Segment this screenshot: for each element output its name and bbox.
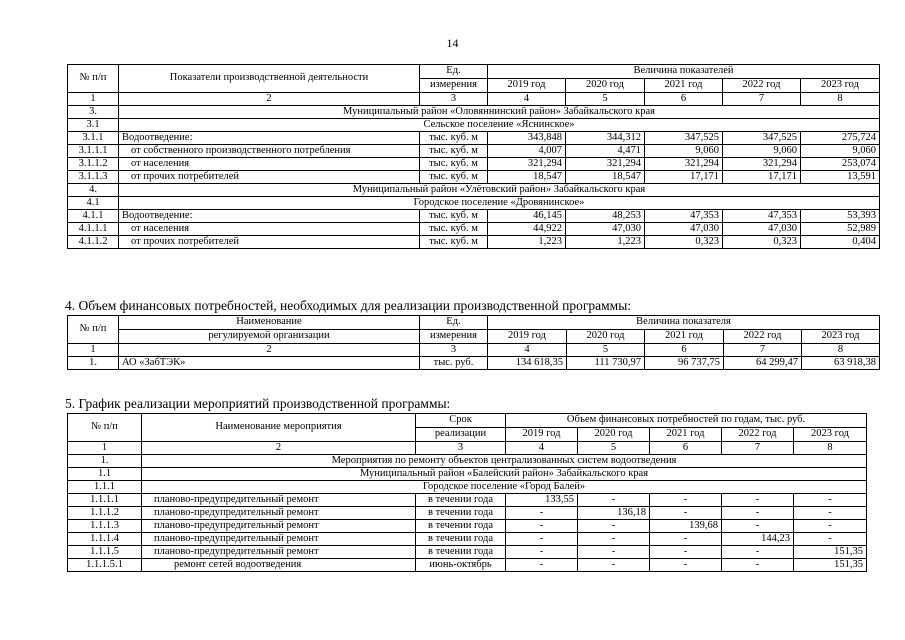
row-name: от населения [119,223,420,236]
row-number: 3. [68,106,119,119]
row-number: 3.1.1.1 [68,145,119,158]
index-cell: 2 [119,93,420,106]
section-heading: Городское поселение «Дровянинское» [119,197,880,210]
row-number: 3.1.1 [68,132,119,145]
header-unit-line1: Ед. [420,316,488,330]
table-row [68,520,867,533]
section-heading: Городское поселение «Город Балей» [142,481,867,494]
index-cell: 1 [68,344,119,357]
header-values-group: Величина показателей [488,65,880,79]
row-unit: тыс. куб. м [420,171,488,184]
header-org-line2: регулируемой организации [119,330,420,344]
table-row [68,210,880,223]
index-cell: 2 [142,442,416,455]
section-heading-row [68,468,867,481]
value-cell: 47,030 [566,223,645,236]
header-year: 2021 год [645,330,724,344]
value-cell: - [578,546,650,559]
row-number: 3.1.1.2 [68,158,119,171]
section-heading-row [68,197,880,210]
row-number: 1.1.1.1 [68,494,142,507]
row-number: 1. [68,357,119,370]
index-cell: 5 [567,344,645,357]
value-cell: - [506,559,578,572]
value-cell: 151,35 [794,546,867,559]
header-year: 2022 год [724,330,802,344]
row-number: 1.1.1.4 [68,533,142,546]
value-cell: - [722,520,794,533]
row-term: в течении года [416,507,506,520]
table-row [68,171,880,184]
financial-needs-table [67,315,880,370]
value-cell: 17,171 [723,171,801,184]
row-unit: тыс. куб. м [420,158,488,171]
section-heading: Мероприятия по ремонту объектов централизованных систем водоотведения [142,455,867,468]
value-cell: 1,223 [566,236,645,249]
section-heading: Муниципальный район «Оловяннинский район» Забайкальского края [119,106,880,119]
index-cell: 7 [722,442,794,455]
index-cell: 3 [420,93,488,106]
value-cell: 47,353 [645,210,723,223]
value-cell: - [650,507,722,520]
value-cell: - [578,533,650,546]
value-cell: - [578,559,650,572]
row-term: июнь-октябрь [416,559,506,572]
row-name: от прочих потребителей [119,236,420,249]
index-cell: 6 [650,442,722,455]
row-number: 1.1.1 [68,481,142,494]
index-cell: 7 [724,344,802,357]
row-term: в течении года [416,520,506,533]
header-org-line1: Наименование [119,316,420,330]
value-cell: 9,060 [723,145,801,158]
section-heading: Муниципальный район «Балейский район» Забайкальского края [142,468,867,481]
value-cell: 347,525 [645,132,723,145]
value-cell: 18,547 [566,171,645,184]
header-year: 2020 год [567,330,645,344]
value-cell: 9,060 [801,145,880,158]
header-term-line1: Срок [416,414,506,428]
header-year: 2020 год [578,428,650,442]
value-cell: 4,007 [488,145,566,158]
column-index-row [68,344,880,357]
value-cell: 44,922 [488,223,566,236]
value-cell: - [506,520,578,533]
table-row [68,559,867,572]
section-heading-row [68,455,867,468]
header-year: 2023 год [802,330,880,344]
row-unit: тыс. куб. м [420,223,488,236]
row-number: 4.1.1.2 [68,236,119,249]
value-cell: 134 618,35 [488,357,567,370]
value-cell: - [722,507,794,520]
header-year: 2019 год [488,330,567,344]
header-year: 2021 год [645,79,723,93]
section-heading: Муниципальный район «Улётовский район» Забайкальского края [119,184,880,197]
header-num: № п/п [68,414,142,442]
row-term: в течении года [416,533,506,546]
value-cell: 144,23 [722,533,794,546]
row-name: Водоотведение: [119,210,420,223]
header-num: № п/п [68,65,119,93]
row-number: 1.1.1.5 [68,546,142,559]
value-cell: - [506,533,578,546]
value-cell: 18,547 [488,171,566,184]
value-cell: 4,471 [566,145,645,158]
value-cell: 17,171 [645,171,723,184]
value-cell: 321,294 [645,158,723,171]
index-cell: 8 [794,442,867,455]
value-cell: 9,060 [645,145,723,158]
index-cell: 3 [416,442,506,455]
header-values-group: Объем финансовых потребностей по годам, тыс. руб. [506,414,867,428]
index-cell: 3 [420,344,488,357]
row-number: 1. [68,455,142,468]
value-cell: 0,323 [723,236,801,249]
value-cell: 347,525 [723,132,801,145]
value-cell: 96 737,75 [645,357,724,370]
value-cell: 48,253 [566,210,645,223]
column-index-row [68,93,880,106]
row-number: 3.1 [68,119,119,132]
value-cell: 136,18 [578,507,650,520]
column-index-row [68,442,867,455]
section-heading-row [68,184,880,197]
section-5-title: 5. График реализации мероприятий производственной программы: [65,396,451,411]
index-cell: 8 [801,93,880,106]
section-heading: Сельское поселение «Яснинское» [119,119,880,132]
section-heading-row [68,481,867,494]
value-cell: - [794,520,867,533]
table-row [68,546,867,559]
row-name: АО «ЗабТЭК» [119,357,420,370]
production-indicators-table [67,64,880,249]
index-cell: 4 [488,344,567,357]
schedule-table [67,413,867,572]
value-cell: 344,312 [566,132,645,145]
index-cell: 4 [488,93,566,106]
row-name: от населения [119,158,420,171]
value-cell: - [650,533,722,546]
header-year: 2021 год [650,428,722,442]
table-row [68,223,880,236]
value-cell: 321,294 [566,158,645,171]
index-cell: 6 [645,344,724,357]
value-cell: 151,35 [794,559,867,572]
row-number: 4.1.1.1 [68,223,119,236]
value-cell: 253,074 [801,158,880,171]
value-cell: - [722,546,794,559]
row-number: 1.1.1.3 [68,520,142,533]
header-year: 2020 год [566,79,645,93]
row-name: Водоотведение: [119,132,420,145]
table-row [68,533,867,546]
table-row [68,357,880,370]
header-year: 2023 год [794,428,867,442]
index-cell: 5 [578,442,650,455]
value-cell: 0,404 [801,236,880,249]
value-cell: 64 299,47 [724,357,802,370]
table-row [68,507,867,520]
value-cell: - [506,546,578,559]
row-unit: тыс. куб. м [420,236,488,249]
value-cell: 47,030 [645,223,723,236]
row-number: 1.1.1.2 [68,507,142,520]
value-cell: 46,145 [488,210,566,223]
header-year: 2023 год [801,79,880,93]
row-unit: тыс. куб. м [420,210,488,223]
header-indicator: Показатели производственной деятельности [119,65,420,93]
value-cell: 52,989 [801,223,880,236]
row-number: 1.1.1.5.1 [68,559,142,572]
row-term: в течении года [416,546,506,559]
index-cell: 1 [68,93,119,106]
header-unit-line1: Ед. [420,65,488,79]
value-cell: - [650,494,722,507]
header-year: 2019 год [506,428,578,442]
value-cell: 47,030 [723,223,801,236]
row-name: ремонт сетей водоотведения [142,559,416,572]
row-unit: тыс. куб. м [420,132,488,145]
index-cell: 4 [506,442,578,455]
index-cell: 6 [645,93,723,106]
table-row [68,236,880,249]
value-cell: - [578,494,650,507]
row-number: 4.1 [68,197,119,210]
value-cell: - [794,507,867,520]
value-cell: - [722,559,794,572]
header-year: 2022 год [723,79,801,93]
index-cell: 8 [802,344,880,357]
row-number: 4. [68,184,119,197]
section-4-title: 4. Объем финансовых потребностей, необходимых для реализации производственной программы: [65,298,632,313]
value-cell: - [650,559,722,572]
value-cell: 343,848 [488,132,566,145]
header-term-line2: реализации [416,428,506,442]
row-name: от прочих потребителей [119,171,420,184]
value-cell: - [650,546,722,559]
value-cell: - [722,494,794,507]
row-name: планово-предупредительный ремонт [142,546,416,559]
row-number: 4.1.1 [68,210,119,223]
page-number: 14 [446,36,459,50]
row-term: в течении года [416,494,506,507]
value-cell: - [578,520,650,533]
value-cell: 63 918,38 [802,357,880,370]
value-cell: - [794,494,867,507]
value-cell: 275,724 [801,132,880,145]
row-number: 1.1 [68,468,142,481]
value-cell: - [794,533,867,546]
table-row [68,132,880,145]
header-year: 2019 год [488,79,566,93]
row-number: 3.1.1.3 [68,171,119,184]
section-heading-row [68,106,880,119]
row-unit: тыс. куб. м [420,145,488,158]
index-cell: 5 [566,93,645,106]
index-cell: 2 [119,344,420,357]
table-row [68,145,880,158]
value-cell: 47,353 [723,210,801,223]
value-cell: 111 730,97 [567,357,645,370]
row-name: планово-предупредительный ремонт [142,494,416,507]
row-unit: тыс. руб. [420,357,488,370]
header-unit-line2: измерения [420,79,488,93]
value-cell: - [506,507,578,520]
value-cell: 139,68 [650,520,722,533]
value-cell: 0,323 [645,236,723,249]
index-cell: 7 [723,93,801,106]
table-row [68,158,880,171]
header-num: № п/п [68,316,119,344]
table-row [68,494,867,507]
value-cell: 53,393 [801,210,880,223]
row-name: от собственного производственного потребления [119,145,420,158]
section-heading-row [68,119,880,132]
header-values-group: Величина показателя [488,316,880,330]
index-cell: 1 [68,442,142,455]
value-cell: 1,223 [488,236,566,249]
header-year: 2022 год [722,428,794,442]
header-measure: Наименование мероприятия [142,414,416,442]
row-name: планово-предупредительный ремонт [142,507,416,520]
value-cell: 321,294 [488,158,566,171]
value-cell: 133,55 [506,494,578,507]
header-unit-line2: измерения [420,330,488,344]
value-cell: 321,294 [723,158,801,171]
value-cell: 13,591 [801,171,880,184]
row-name: планово-предупредительный ремонт [142,533,416,546]
row-name: планово-предупредительный ремонт [142,520,416,533]
